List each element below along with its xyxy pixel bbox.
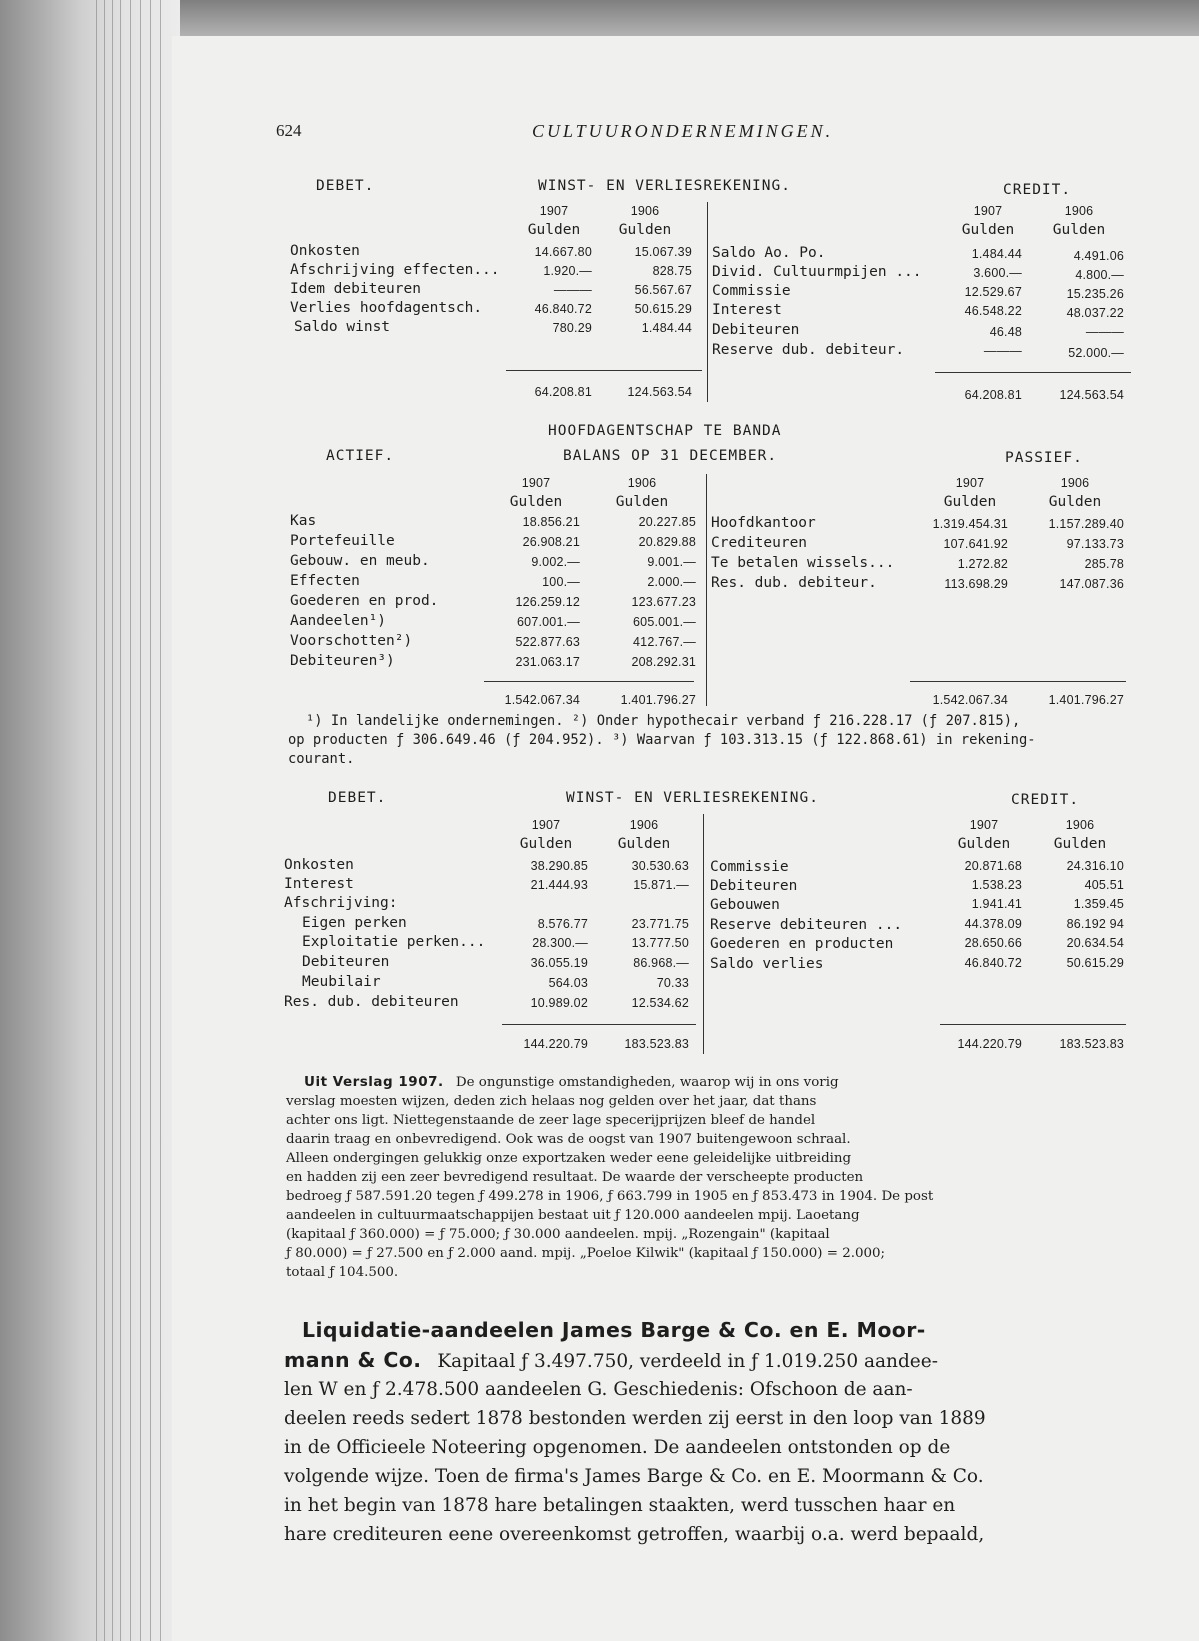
column-divider [706, 474, 707, 706]
cell-1907: 46.48 [989, 325, 1022, 339]
row-label: Commissie [710, 859, 789, 875]
cell-1906: 285.78 [1084, 557, 1124, 571]
cell-1907: 28.300.— [532, 936, 588, 950]
entry-line: in de Officieele Noteering opgenomen. De aandeelen ontstonden op de [284, 1437, 951, 1458]
col-year: 1906 [629, 818, 659, 832]
column-divider [703, 814, 704, 1054]
row-label: Portefeuille [290, 533, 395, 549]
col-year: 1907 [539, 204, 569, 218]
credit-label: CREDIT. [1011, 792, 1080, 808]
cell-1906: 15.067.39 [634, 245, 692, 259]
cell-1906: 605.001.— [633, 615, 696, 629]
cell-1906: 23.771.75 [631, 917, 689, 931]
cell-1907: 1.319.454.31 [932, 517, 1008, 531]
row-label: Res. dub. debiteur. [711, 575, 877, 591]
cell-1906: 147.087.36 [1059, 577, 1124, 591]
cell-1907: 780.29 [552, 321, 592, 335]
col-year: 1907 [521, 476, 551, 490]
row-label: Crediteuren [711, 535, 808, 551]
row-label: Idem debiteuren [290, 281, 421, 297]
row-label: Aandeelen¹) [290, 613, 387, 629]
cell-1907: 36.055.19 [530, 956, 588, 970]
cell-1906: 2.000.— [647, 575, 696, 589]
entry-line: len W en ƒ 2.478.500 aandeelen G. Geschiedenis: Ofschoon de aan- [284, 1379, 913, 1400]
entry-line: volgende wijze. Toen de firma's James Barge & Co. en E. Moormann & Co. [284, 1466, 984, 1487]
report-line: achter ons ligt. Niettegenstaande de zeer lage specerijprijzen bleef de handel [286, 1113, 816, 1128]
cell-1907: 607.001.— [517, 615, 580, 629]
cell-1906: 15.871.— [633, 878, 689, 892]
row-label: Meubilair [302, 974, 381, 990]
col-year: 1906 [630, 204, 660, 218]
cell-1907: 126.259.12 [515, 595, 580, 609]
section-title: WINST- EN VERLIESREKENING. [538, 178, 791, 194]
cell-1906: 1.484.44 [641, 321, 692, 335]
cell-1906: 50.615.29 [1066, 956, 1124, 970]
report-line: en hadden zij een zeer bevredigend resultaat. De waarde der verscheepte producten [286, 1170, 864, 1185]
row-label: Saldo verlies [710, 956, 824, 972]
col-unit: Gulden [509, 494, 563, 510]
row-label: Kas [290, 513, 317, 529]
row-label: Te betalen wissels... [711, 555, 895, 571]
row-label: Voorschotten²) [290, 633, 413, 649]
debet-label: DEBET. [316, 178, 375, 194]
cell-1906: 1.157.289.40 [1048, 517, 1124, 531]
cell-1906: 20.829.88 [638, 535, 696, 549]
credit-label: CREDIT. [1003, 182, 1072, 198]
row-label: Goederen en producten [710, 936, 894, 952]
cell-1906: 405.51 [1084, 878, 1124, 892]
cell-1907: 18.856.21 [522, 515, 580, 529]
cell-1906: 86.968.— [633, 956, 689, 970]
cell-1906: 12.534.62 [631, 996, 689, 1010]
row-label: Afschrijving: [284, 895, 398, 911]
row-label: Eigen perken [302, 915, 407, 931]
col-unit: Gulden [957, 836, 1011, 852]
total-1906: 183.523.83 [624, 1037, 689, 1051]
row-label: Reserve debiteuren ... [710, 917, 903, 933]
cell-1906: 30.530.63 [631, 859, 689, 873]
cell-1906: 97.133.73 [1066, 537, 1124, 551]
report-lead: Uit Verslag 1907. [304, 1074, 444, 1090]
cell-1906: 1.359.45 [1073, 897, 1124, 911]
cell-1907: 107.641.92 [943, 537, 1008, 551]
cell-1907: 12.529.67 [964, 285, 1022, 299]
report-line: bedroeg ƒ 587.591.20 tegen ƒ 499.278 in 1906, ƒ 663.799 in 1905 en ƒ 853.473 in 1904. De post [286, 1189, 934, 1204]
row-label: Saldo Ao. Po. [712, 245, 826, 261]
cell-1906: 4.491.06 [1073, 249, 1124, 263]
cell-1907: 26.908.21 [522, 535, 580, 549]
section-title: BALANS OP 31 DECEMBER. [563, 448, 778, 464]
cell-1906: 20.634.54 [1066, 936, 1124, 950]
total-1907: 64.208.81 [534, 385, 592, 399]
col-unit: Gulden [519, 836, 573, 852]
section-heading: HOOFDAGENTSCHAP TE BANDA [548, 423, 782, 439]
cell-1906: 24.316.10 [1066, 859, 1124, 873]
col-year: 1906 [627, 476, 657, 490]
section-title: WINST- EN VERLIESREKENING. [566, 790, 819, 806]
row-label: Debiteuren³) [290, 653, 395, 669]
page-number: 624 [276, 121, 302, 140]
cell-1907: ——— [553, 283, 592, 297]
col-unit: Gulden [961, 222, 1015, 238]
cell-1906: 70.33 [656, 976, 689, 990]
cell-1907: 1.484.44 [971, 247, 1022, 261]
cell-1906: 123.677.23 [631, 595, 696, 609]
cell-1907: ——— [983, 344, 1022, 358]
col-year: 1906 [1060, 476, 1090, 490]
row-label: Debiteuren [710, 878, 798, 894]
cell-1907: 14.667.80 [534, 245, 592, 259]
row-label: Afschrijving effecten... [290, 262, 500, 278]
row-label: Reserve dub. debiteur. [712, 342, 905, 358]
total-1906: 1.401.796.27 [620, 693, 696, 707]
col-unit: Gulden [618, 222, 672, 238]
column-divider [707, 202, 708, 402]
col-unit: Gulden [617, 836, 671, 852]
col-unit: Gulden [615, 494, 669, 510]
passief-label: PASSIEF. [1005, 450, 1083, 466]
total-1906: 1.401.796.27 [1048, 693, 1124, 707]
cell-1906: 52.000.— [1068, 346, 1124, 360]
cell-1907: 46.548.22 [964, 304, 1022, 318]
cell-1907: 46.840.72 [534, 302, 592, 316]
cell-1906: 48.037.22 [1066, 306, 1124, 320]
cell-1907: 1.538.23 [971, 878, 1022, 892]
total-1907: 64.208.81 [964, 388, 1022, 402]
total-1907: 1.542.067.34 [932, 693, 1008, 707]
cell-1907: 44.378.09 [964, 917, 1022, 931]
row-label: Verlies hoofdagentsch. [290, 300, 483, 316]
cell-1907: 564.03 [548, 976, 588, 990]
report-line: totaal ƒ 104.500. [286, 1265, 399, 1280]
footnote-line: courant. [288, 751, 355, 767]
row-label: Saldo winst [294, 319, 391, 335]
cell-1907: 20.871.68 [964, 859, 1022, 873]
total-1907: 144.220.79 [957, 1037, 1022, 1051]
row-label: Exploitatie perken... [302, 934, 486, 950]
report-line: ƒ 80.000) = ƒ 27.500 en ƒ 2.000 aand. mpij. „Poeloe Kilwik" (kapitaal ƒ 150.000) = 2.000; [286, 1246, 886, 1261]
row-label: Divid. Cultuurmpijen ... [712, 264, 922, 280]
cell-1906: 50.615.29 [634, 302, 692, 316]
row-label: Commissie [712, 283, 791, 299]
cell-1907: 3.600.— [973, 266, 1022, 280]
total-1906: 183.523.83 [1059, 1037, 1124, 1051]
cell-1906: 412.767.— [633, 635, 696, 649]
cell-1906: 208.292.31 [631, 655, 696, 669]
total-1906: 124.563.54 [627, 385, 692, 399]
col-unit: Gulden [1052, 222, 1106, 238]
footnote-line: ¹) In landelijke ondernemingen. ²) Onder hypothecair verband ƒ 216.228.17 (ƒ 207.815), [306, 713, 1021, 729]
row-label: Debiteuren [302, 954, 390, 970]
cell-1907: 28.650.66 [964, 936, 1022, 950]
debet-label: DEBET. [328, 790, 387, 806]
col-year: 1907 [955, 476, 985, 490]
cell-1906: 9.001.— [647, 555, 696, 569]
cell-1906: 4.800.— [1075, 268, 1124, 282]
report-line: verslag moesten wijzen, deden zich helaas nog gelden over het jaar, dat thans [286, 1094, 817, 1109]
entry-text: Kapitaal ƒ 3.497.750, verdeeld in ƒ 1.019.250 aandee- [437, 1351, 938, 1372]
row-label: Gebouwen [710, 897, 780, 913]
entry-line [284, 1347, 938, 1376]
cell-1907: 8.576.77 [537, 917, 588, 931]
cell-1907: 231.063.17 [515, 655, 580, 669]
cell-1907: 100.— [542, 575, 580, 589]
col-year: 1907 [531, 818, 561, 832]
total-rule [506, 370, 702, 371]
cell-1906: 828.75 [652, 264, 692, 278]
row-label: Hoofdkantoor [711, 515, 816, 531]
col-year: 1906 [1065, 818, 1095, 832]
cell-1906: 15.235.26 [1066, 287, 1124, 301]
cell-1907: 10.989.02 [530, 996, 588, 1010]
cell-1906: 20.227.85 [638, 515, 696, 529]
cell-1907: 9.002.— [531, 555, 580, 569]
total-1907: 1.542.067.34 [504, 693, 580, 707]
cell-1907: 1.272.82 [957, 557, 1008, 571]
book-page-edges [0, 0, 180, 1641]
entry-title-cont: mann & Co. [284, 1348, 422, 1372]
total-1907: 144.220.79 [523, 1037, 588, 1051]
report-line: De ongunstige omstandigheden, waarop wij in ons vorig [455, 1075, 839, 1090]
entry-line: hare crediteuren eene overeenkomst getroffen, waarbij o.a. werd bepaald, [284, 1524, 985, 1545]
row-label: Gebouw. en meub. [290, 553, 430, 569]
row-label: Interest [712, 302, 782, 318]
col-unit: Gulden [943, 494, 997, 510]
col-year: 1907 [969, 818, 999, 832]
col-year: 1907 [973, 204, 1003, 218]
col-unit: Gulden [527, 222, 581, 238]
cell-1907: 21.444.93 [530, 878, 588, 892]
col-unit: Gulden [1053, 836, 1107, 852]
row-label: Goederen en prod. [290, 593, 439, 609]
cell-1906: 13.777.50 [631, 936, 689, 950]
total-rule [484, 681, 694, 682]
col-unit: Gulden [1048, 494, 1102, 510]
entry-line: deelen reeds sedert 1878 bestonden werden zij eerst in den loop van 1889 [284, 1408, 986, 1429]
total-rule [940, 1024, 1126, 1025]
row-label: Res. dub. debiteuren [284, 994, 459, 1010]
report-line-first [304, 1074, 839, 1092]
actief-label: ACTIEF. [326, 448, 395, 464]
row-label: Interest [284, 876, 354, 892]
cell-1907: 38.290.85 [530, 859, 588, 873]
cell-1906: ——— [1085, 325, 1124, 339]
total-rule [935, 372, 1131, 373]
entry-line: in het begin van 1878 hare betalingen staakten, werd tusschen haar en [284, 1495, 956, 1516]
row-label: Onkosten [284, 857, 354, 873]
row-label: Effecten [290, 573, 360, 589]
entry-title: Liquidatie-aandeelen James Barge & Co. en E. Moor- [302, 1318, 926, 1342]
row-label: Onkosten [290, 243, 360, 259]
report-line: daarin traag en onbevredigend. Ook was de oogst van 1907 buitengewoon schraal. [286, 1132, 851, 1147]
cell-1907: 113.698.29 [944, 577, 1008, 591]
report-line: (kapitaal ƒ 360.000) = ƒ 75.000; ƒ 30.000 aandeelen. mpij. „Rozengain" (kapitaal [286, 1227, 830, 1242]
cell-1906: 56.567.67 [634, 283, 692, 297]
col-year: 1906 [1064, 204, 1094, 218]
running-title: CULTUURONDERNEMINGEN. [532, 121, 834, 141]
cell-1907: 46.840.72 [964, 956, 1022, 970]
total-rule [910, 681, 1126, 682]
total-rule [502, 1024, 696, 1025]
report-line: Alleen ondergingen gelukkig onze exportzaken weder eene geleidelijke uitbreiding [286, 1151, 852, 1166]
cell-1907: 522.877.63 [515, 635, 580, 649]
total-1906: 124.563.54 [1059, 388, 1124, 402]
footnote-line: op producten ƒ 306.649.46 (ƒ 204.952). ³) Waarvan ƒ 103.313.15 (ƒ 122.868.61) in rekening- [288, 732, 1036, 748]
cell-1907: 1.920.— [543, 264, 592, 278]
cell-1906: 86.192 94 [1066, 917, 1124, 931]
report-line: aandeelen in cultuurmaatschappijen bestaat uit ƒ 120.000 aandeelen mpij. Laoetang [286, 1208, 860, 1223]
row-label: Debiteuren [712, 322, 800, 338]
cell-1907: 1.941.41 [971, 897, 1022, 911]
